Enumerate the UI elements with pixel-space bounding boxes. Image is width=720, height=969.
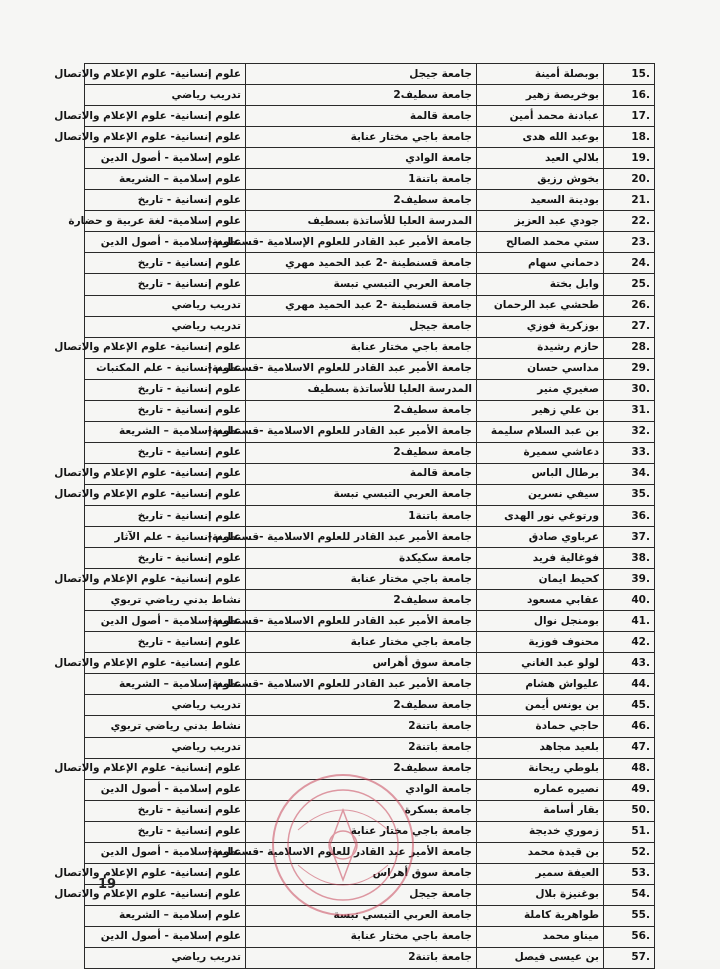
candidate-name: بن عبد السلام سليمة bbox=[477, 421, 604, 442]
candidate-name: ورتوغي نور الهدى bbox=[477, 505, 604, 526]
table-row bbox=[85, 947, 655, 968]
table-row bbox=[85, 590, 655, 611]
university-name: جامعة باجي مختار عنابة bbox=[246, 569, 477, 590]
table-row bbox=[85, 421, 655, 442]
table-row bbox=[85, 527, 655, 548]
university-name: جامعة الأمير عبد القادر للعلوم الاسلامية -قسنطينة- bbox=[246, 842, 477, 863]
candidate-name: بلالي العيد bbox=[477, 148, 604, 169]
candidate-name: صغيري منير bbox=[477, 379, 604, 400]
university-name: جامعة الأمير عبد القادر للعلوم الاسلامية -قسنطينة bbox=[246, 674, 477, 695]
university-name: جامعة قالمة bbox=[246, 106, 477, 127]
university-name: جامعة جيجل bbox=[246, 64, 477, 85]
field-of-study: تدريب رياضي bbox=[85, 85, 246, 106]
field-of-study: علوم إنسانية - تاريخ bbox=[85, 400, 246, 421]
row-number: .42 bbox=[604, 632, 655, 653]
table-row bbox=[85, 569, 655, 590]
field-of-study: علوم إنسانية - تاريخ bbox=[85, 821, 246, 842]
field-of-study: علوم إسلامية - أصول الدين bbox=[85, 232, 246, 253]
row-number: .29 bbox=[604, 358, 655, 379]
candidate-name: برطال الباس bbox=[477, 463, 604, 484]
table-row bbox=[85, 337, 655, 358]
table-row bbox=[85, 632, 655, 653]
candidate-name: بن يونس أيمن bbox=[477, 695, 604, 716]
row-number: .57 bbox=[604, 947, 655, 968]
table-row bbox=[85, 463, 655, 484]
field-of-study: علوم إنسانية - تاريخ bbox=[85, 632, 246, 653]
row-number: .36 bbox=[604, 505, 655, 526]
field-of-study: علوم إنسانية - تاريخ bbox=[85, 548, 246, 569]
table-row bbox=[85, 926, 655, 947]
table-row bbox=[85, 211, 655, 232]
row-number: .46 bbox=[604, 716, 655, 737]
candidate-name: عليواش هشام bbox=[477, 674, 604, 695]
table-row bbox=[85, 295, 655, 316]
candidate-name: بن قيدة محمد bbox=[477, 842, 604, 863]
table-row bbox=[85, 484, 655, 505]
candidate-name: عقابي مسعود bbox=[477, 590, 604, 611]
field-of-study: علوم إنسانية - تاريخ bbox=[85, 274, 246, 295]
candidate-name: وابل بختة bbox=[477, 274, 604, 295]
university-name: المدرسة العليا للأساتذة بسطيف bbox=[246, 211, 477, 232]
table-row bbox=[85, 127, 655, 148]
table-row bbox=[85, 190, 655, 211]
table-row bbox=[85, 737, 655, 758]
university-name: جامعة باتنة2 bbox=[246, 737, 477, 758]
table-row bbox=[85, 674, 655, 695]
university-name: جامعة باجي مختار عنابة bbox=[246, 821, 477, 842]
field-of-study: علوم إنسانية - علم الآثار bbox=[85, 527, 246, 548]
field-of-study: علوم إنسانية - تاريخ bbox=[85, 800, 246, 821]
table-row bbox=[85, 716, 655, 737]
field-of-study: تدريب رياضي bbox=[85, 947, 246, 968]
table-row bbox=[85, 442, 655, 463]
field-of-study: علوم إسلامية – الشريعة bbox=[85, 421, 246, 442]
row-number: .17 bbox=[604, 106, 655, 127]
candidate-name: ميناو محمد bbox=[477, 926, 604, 947]
row-number: .35 bbox=[604, 484, 655, 505]
university-name: جامعة جيجل bbox=[246, 884, 477, 905]
row-number: .56 bbox=[604, 926, 655, 947]
table-row bbox=[85, 253, 655, 274]
candidate-name: بلوطي ريحانة bbox=[477, 758, 604, 779]
field-of-study: علوم إسلامية - أصول الدين bbox=[85, 779, 246, 800]
field-of-study: علوم إنسانية - تاريخ bbox=[85, 253, 246, 274]
university-name: جامعة الأمير عبد القادر للعلوم الاسلامية -قسنطينة- bbox=[246, 611, 477, 632]
field-of-study: تدريب رياضي bbox=[85, 316, 246, 337]
row-number: .22 bbox=[604, 211, 655, 232]
row-number: .19 bbox=[604, 148, 655, 169]
candidate-name: بخوش رزيق bbox=[477, 169, 604, 190]
field-of-study: علوم إسلامية – الشريعة bbox=[85, 674, 246, 695]
table-row bbox=[85, 358, 655, 379]
candidate-name: جودي عبد العزيز bbox=[477, 211, 604, 232]
candidate-name: بقار أسامة bbox=[477, 800, 604, 821]
field-of-study: علوم إسلامية – الشريعة bbox=[85, 905, 246, 926]
candidate-name: عبادنة محمد أمين bbox=[477, 106, 604, 127]
university-name: جامعة الأمير عبد القادر للعلوم الاسلامية -قسنطينة- bbox=[246, 358, 477, 379]
university-name: جامعة باجي مختار عنابة bbox=[246, 127, 477, 148]
row-number: .54 bbox=[604, 884, 655, 905]
field-of-study: علوم إنسانية - تاريخ bbox=[85, 379, 246, 400]
candidate-name: محنوف فوزية bbox=[477, 632, 604, 653]
field-of-study: تدريب رياضي bbox=[85, 295, 246, 316]
row-number: .49 bbox=[604, 779, 655, 800]
row-number: .44 bbox=[604, 674, 655, 695]
candidate-name: بومنجل نوال bbox=[477, 611, 604, 632]
row-number: .28 bbox=[604, 337, 655, 358]
field-of-study: علوم إنسانية- علوم الإعلام والاتصال bbox=[85, 337, 246, 358]
field-of-study: علوم إنسانية - تاريخ bbox=[85, 190, 246, 211]
field-of-study: علوم إنسانية- علوم الإعلام والاتصال bbox=[85, 484, 246, 505]
candidate-name: بوزكرية فوزي bbox=[477, 316, 604, 337]
field-of-study: علوم إنسانية - علم المكتبات bbox=[85, 358, 246, 379]
field-of-study: علوم إنسانية- علوم الإعلام والاتصال bbox=[85, 463, 246, 484]
page-number: 19 bbox=[98, 877, 117, 892]
row-number: .23 bbox=[604, 232, 655, 253]
field-of-study: علوم إسلامية- لغة عربية و حضارة bbox=[85, 211, 246, 232]
row-number: .27 bbox=[604, 316, 655, 337]
field-of-study: علوم إسلامية - أصول الدين bbox=[85, 611, 246, 632]
row-number: .41 bbox=[604, 611, 655, 632]
field-of-study: نشاط بدني رياضي تربوي bbox=[85, 590, 246, 611]
university-name: جامعة باجي مختار عنابة bbox=[246, 337, 477, 358]
field-of-study: نشاط بدني رياضي تربوي bbox=[85, 716, 246, 737]
table-row bbox=[85, 169, 655, 190]
row-number: .53 bbox=[604, 863, 655, 884]
field-of-study: علوم إنسانية- علوم الإعلام والاتصال bbox=[85, 64, 246, 85]
university-name: جامعة العربي التبسي تبسة bbox=[246, 484, 477, 505]
candidate-name: طحشي عبد الرحمان bbox=[477, 295, 604, 316]
candidate-name: زموري خديجة bbox=[477, 821, 604, 842]
table-row bbox=[85, 548, 655, 569]
university-name: جامعة بسكرة bbox=[246, 800, 477, 821]
field-of-study: تدريب رياضي bbox=[85, 695, 246, 716]
university-name: جامعة باجي مختار عنابة bbox=[246, 926, 477, 947]
university-name: جامعة باتنة2 bbox=[246, 716, 477, 737]
university-name: جامعة سطيف2 bbox=[246, 695, 477, 716]
university-name: جامعة سطيف2 bbox=[246, 85, 477, 106]
row-number: .40 bbox=[604, 590, 655, 611]
row-number: .16 bbox=[604, 85, 655, 106]
table-row bbox=[85, 64, 655, 85]
university-name: جامعة العربي التبسي تبسة bbox=[246, 905, 477, 926]
candidate-name: طواهرية كاملة bbox=[477, 905, 604, 926]
table-row bbox=[85, 611, 655, 632]
candidate-name: سيفي نسرين bbox=[477, 484, 604, 505]
university-name: جامعة سطيف2 bbox=[246, 590, 477, 611]
table-row bbox=[85, 505, 655, 526]
university-name: جامعة سطيف2 bbox=[246, 190, 477, 211]
candidate-name: نصيره عماره bbox=[477, 779, 604, 800]
university-name: جامعة قسنطينة -2 عبد الحميد مهري bbox=[246, 253, 477, 274]
table-row bbox=[85, 653, 655, 674]
table-row bbox=[85, 85, 655, 106]
university-name: جامعة الأمير عبد القادر للعلوم الاسلامية -قسنطينة- bbox=[246, 527, 477, 548]
field-of-study: علوم إسلامية - أصول الدين bbox=[85, 842, 246, 863]
row-number: .15 bbox=[604, 64, 655, 85]
table-row bbox=[85, 106, 655, 127]
field-of-study: علوم إنسانية- علوم الإعلام والاتصال bbox=[85, 106, 246, 127]
table-row bbox=[85, 148, 655, 169]
university-name: جامعة جيجل bbox=[246, 316, 477, 337]
row-number: .20 bbox=[604, 169, 655, 190]
candidate-name: مداسي حسان bbox=[477, 358, 604, 379]
university-name: جامعة الوادي bbox=[246, 148, 477, 169]
candidate-name: ستي محمد الصالح bbox=[477, 232, 604, 253]
candidate-name: بوخريصة زهير bbox=[477, 85, 604, 106]
university-name: جامعة باتنة1 bbox=[246, 505, 477, 526]
university-name: جامعة سطيف2 bbox=[246, 400, 477, 421]
university-name: جامعة قسنطينة -2 عبد الحميد مهري bbox=[246, 295, 477, 316]
candidate-name: دعاشي سميرة bbox=[477, 442, 604, 463]
table-row bbox=[85, 274, 655, 295]
field-of-study: علوم إنسانية- علوم الإعلام والاتصال bbox=[85, 569, 246, 590]
field-of-study: علوم إنسانية - تاريخ bbox=[85, 442, 246, 463]
candidate-name: عرباوي صادق bbox=[477, 527, 604, 548]
university-name: جامعة العربي التبسي تبسة bbox=[246, 274, 477, 295]
university-name: جامعة باجي مختار عنابة bbox=[246, 632, 477, 653]
table-row bbox=[85, 400, 655, 421]
row-number: .26 bbox=[604, 295, 655, 316]
university-name: جامعة سوق أهراس bbox=[246, 653, 477, 674]
candidate-name: بوغنيزة بلال bbox=[477, 884, 604, 905]
candidate-name: حازم رشيدة bbox=[477, 337, 604, 358]
field-of-study: علوم إنسانية- علوم الإعلام والاتصال bbox=[85, 127, 246, 148]
row-number: .45 bbox=[604, 695, 655, 716]
row-number: .39 bbox=[604, 569, 655, 590]
row-number: .32 bbox=[604, 421, 655, 442]
row-number: .51 bbox=[604, 821, 655, 842]
row-number: .50 bbox=[604, 800, 655, 821]
candidate-name: بوبصلة أمينة bbox=[477, 64, 604, 85]
row-number: .43 bbox=[604, 653, 655, 674]
field-of-study: علوم إسلامية - أصول الدين bbox=[85, 926, 246, 947]
candidate-name: دحماني سهام bbox=[477, 253, 604, 274]
university-name: جامعة سطيف2 bbox=[246, 442, 477, 463]
table-row bbox=[85, 232, 655, 253]
official-stamp bbox=[268, 770, 418, 920]
row-number: .33 bbox=[604, 442, 655, 463]
candidate-name: بودينة السعيد bbox=[477, 190, 604, 211]
university-name: المدرسة العليا للأساتذة بسطيف bbox=[246, 379, 477, 400]
university-name: جامعة سطيف2 bbox=[246, 758, 477, 779]
candidate-name: لولو عبد الغاني bbox=[477, 653, 604, 674]
row-number: .34 bbox=[604, 463, 655, 484]
university-name: جامعة قالمة bbox=[246, 463, 477, 484]
candidate-name: بوعبد الله هدى bbox=[477, 127, 604, 148]
field-of-study: علوم إنسانية- علوم الإعلام والاتصال bbox=[85, 884, 246, 905]
table-row bbox=[85, 379, 655, 400]
row-number: .55 bbox=[604, 905, 655, 926]
field-of-study: علوم إنسانية - تاريخ bbox=[85, 505, 246, 526]
field-of-study: علوم إنسانية- علوم الإعلام والاتصال bbox=[85, 758, 246, 779]
row-number: .37 bbox=[604, 527, 655, 548]
candidate-name: بن عيسى فيصل bbox=[477, 947, 604, 968]
row-number: .24 bbox=[604, 253, 655, 274]
university-name: جامعة باتنة2 bbox=[246, 947, 477, 968]
table-row bbox=[85, 695, 655, 716]
row-number: .38 bbox=[604, 548, 655, 569]
field-of-study: علوم إنسانية- علوم الإعلام والاتصال bbox=[85, 863, 246, 884]
candidate-name: حاجي حمادة bbox=[477, 716, 604, 737]
candidate-name: فوغالية فريد bbox=[477, 548, 604, 569]
candidate-name: كحيط ايمان bbox=[477, 569, 604, 590]
university-name: جامعة الوادي bbox=[246, 779, 477, 800]
row-number: .30 bbox=[604, 379, 655, 400]
field-of-study: علوم إسلامية – الشريعة bbox=[85, 169, 246, 190]
candidate-name: بلعيد مجاهد bbox=[477, 737, 604, 758]
field-of-study: تدريب رياضي bbox=[85, 737, 246, 758]
field-of-study: علوم إسلامية - أصول الدين bbox=[85, 148, 246, 169]
row-number: .48 bbox=[604, 758, 655, 779]
row-number: .52 bbox=[604, 842, 655, 863]
field-of-study: علوم إنسانية- علوم الإعلام والاتصال bbox=[85, 653, 246, 674]
row-number: .21 bbox=[604, 190, 655, 211]
university-name: جامعة الأمير عبد القادر للعلوم الإسلامية -قسنطينة- bbox=[246, 232, 477, 253]
university-name: جامعة سوق أهراس bbox=[246, 863, 477, 884]
row-number: .47 bbox=[604, 737, 655, 758]
candidate-name: العيفة سمير bbox=[477, 863, 604, 884]
row-number: .25 bbox=[604, 274, 655, 295]
university-name: جامعة باتنة1 bbox=[246, 169, 477, 190]
candidate-name: بن علي زهير bbox=[477, 400, 604, 421]
university-name: جامعة سكيكدة bbox=[246, 548, 477, 569]
university-name: جامعة الأمير عبد القادر للعلوم الاسلامية -قسنطينة- bbox=[246, 421, 477, 442]
table-row bbox=[85, 316, 655, 337]
row-number: .18 bbox=[604, 127, 655, 148]
row-number: .31 bbox=[604, 400, 655, 421]
